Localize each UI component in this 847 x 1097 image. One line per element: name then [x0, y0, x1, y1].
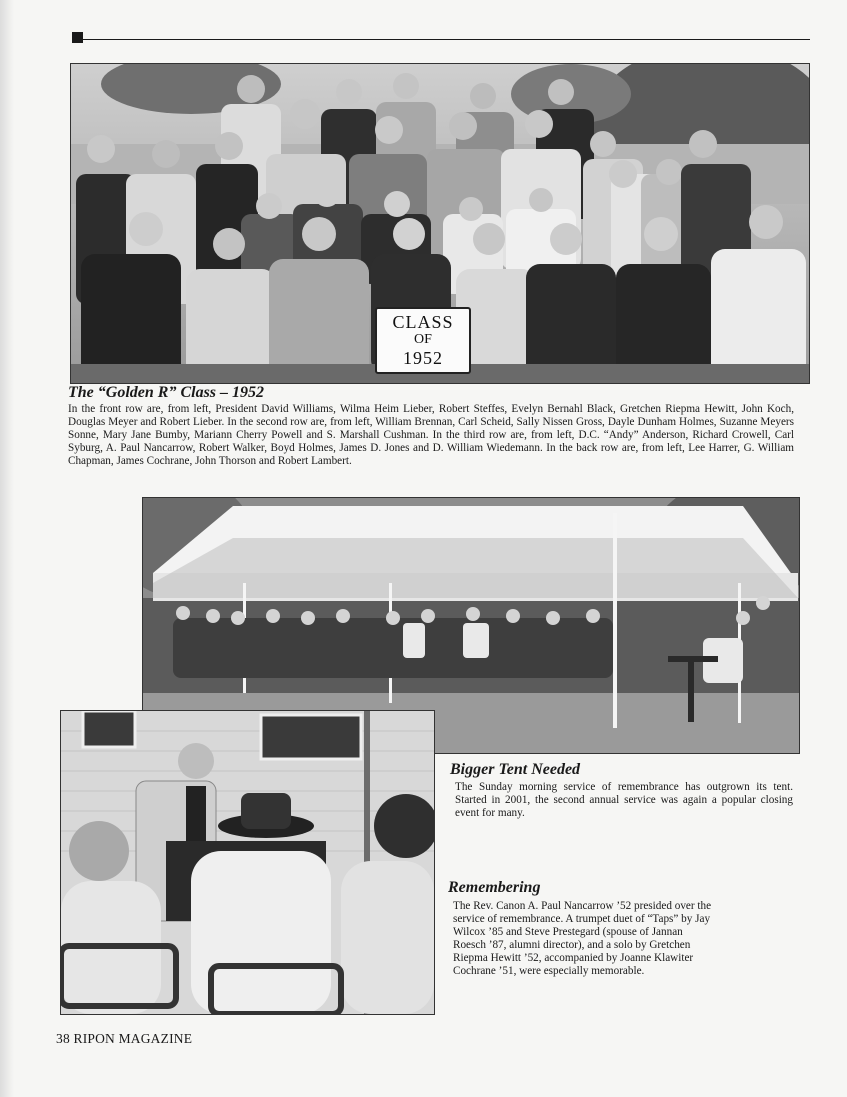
remembering-photo	[60, 710, 435, 1015]
page-number: 38	[56, 1031, 70, 1046]
publication-name: RIPON MAGAZINE	[73, 1031, 193, 1046]
sign-line-class: CLASS	[392, 312, 454, 332]
header-rule-line	[83, 39, 810, 40]
class-of-1952-sign	[375, 307, 471, 374]
tent-photo-caption: The Sunday morning service of remembrance has outgrown its tent. Started in 2001, the second annual service was again a popular closing event for many.	[455, 781, 793, 819]
remembering-photo-title: Remembering	[448, 879, 541, 896]
class-photo-title: The “Golden R” Class – 1952	[68, 384, 265, 401]
remembering-photo-illustration	[61, 711, 434, 1014]
class-photo-caption: In the front row are, from left, President David Williams, Wilma Heim Lieber, Robert Steffes, Evelyn Bernahl Black, Gretchen Riepma Hewitt, John Koch, Douglas Meyer and Robert Lieber. In the second row are, from left, William Brennan, Carl Scheid, Sally Nissen Gross, Dayle Dunham Holmes, Suzanne Meyers Sonne, Mary Jane Bumby, Mariann Cherry Powell and S. Marshall Cushman. In the third row are, from left, D.C. “Andy” Anderson, Richard Crowell, Carl Syburg, A. Paul Nancarrow, Robert Walker, Boyd Holmes, James D. Jones and D. William Wiedemann. In the back row are, from left, Lee Harrer, G. William Chapman, James Cochrane, John Thorson and Robert Lambert.	[68, 403, 794, 467]
header-rule-block	[72, 32, 83, 43]
sign-line-of: OF	[414, 332, 432, 347]
class-of-1952-photo	[70, 63, 810, 384]
remembering-photo-caption: The Rev. Canon A. Paul Nancarrow ’52 presided over the service of remembrance. A trumpet duet of “Taps” by Jay Wilcox ’85 and Steve Prestegard (spouse of Jannan Roesch ’87, alumni director), and a solo by Gretchen Riepma Hewitt ’52, accompanied by Joanne Klawiter Cochrane ’51, were especially memorable.	[453, 900, 712, 977]
page-edge-shadow	[0, 0, 14, 1097]
page-footer	[56, 1031, 192, 1047]
sign-line-year: 1952	[403, 348, 443, 368]
tent-photo-title: Bigger Tent Needed	[450, 761, 581, 778]
